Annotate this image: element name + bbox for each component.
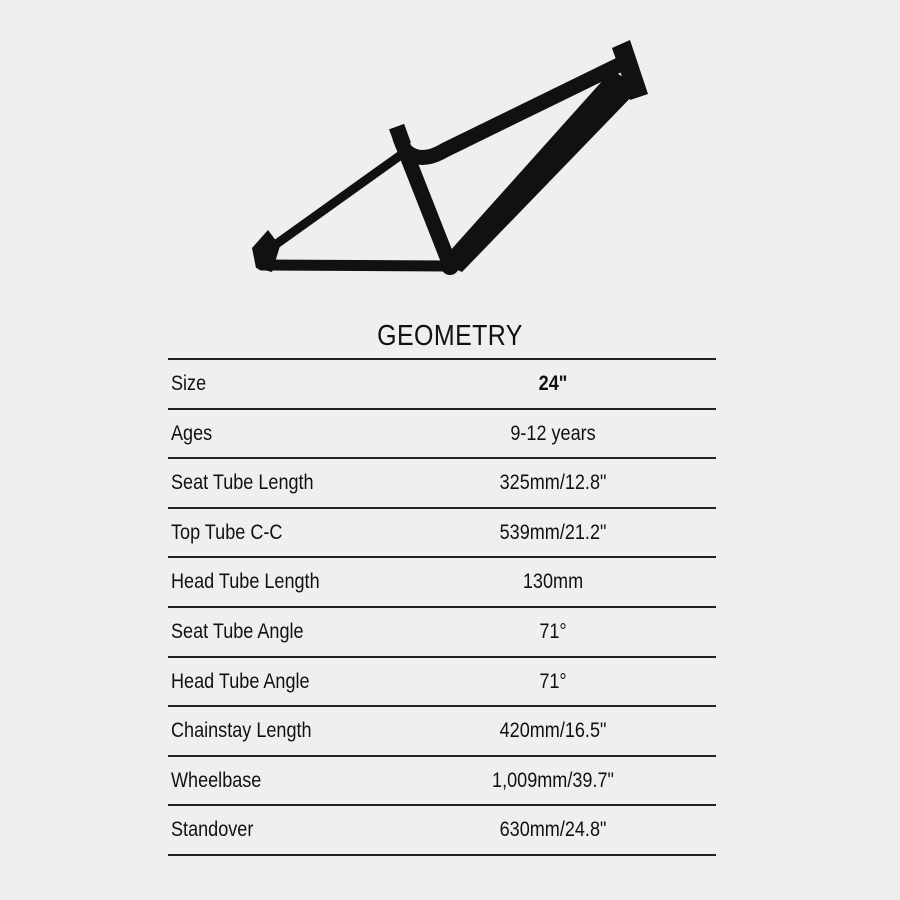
row-label: Chainstay Length: [171, 719, 312, 743]
geometry-table: [168, 358, 716, 856]
table-row-head-tube-length: [168, 558, 716, 608]
table-row-standover: [168, 806, 716, 856]
table-row-ages: [168, 410, 716, 460]
table-row-chainstay-length: [168, 707, 716, 757]
row-label: Ages: [171, 421, 213, 445]
row-label: Wheelbase: [171, 768, 262, 792]
row-label: Size: [171, 372, 207, 395]
row-value: 71°: [539, 669, 567, 693]
row-label: Standover: [171, 818, 254, 842]
bike-frame-icon: [240, 30, 660, 290]
row-value: 130mm: [522, 570, 584, 594]
row-value: 420mm/16.5": [499, 719, 607, 743]
row-value: 1,009mm/39.7": [492, 768, 614, 792]
row-label: Head Tube Angle: [171, 669, 310, 693]
table-row-head-tube-angle: [168, 658, 716, 708]
row-value: 325mm/12.8": [499, 471, 607, 495]
row-value: 71°: [539, 619, 567, 643]
row-label: Head Tube Length: [171, 570, 320, 594]
table-row-top-tube: [168, 509, 716, 559]
row-value: 539mm/21.2": [499, 520, 607, 544]
row-label: Seat Tube Length: [171, 471, 314, 495]
row-value: 9-12 years: [510, 421, 596, 445]
row-label: Top Tube C-C: [171, 520, 283, 544]
row-value: 630mm/24.8": [499, 818, 607, 842]
row-value: 24": [538, 372, 568, 395]
table-row-wheelbase: [168, 757, 716, 807]
table-row-size: [168, 360, 716, 410]
geometry-title: GEOMETRY: [377, 320, 523, 352]
table-row-seat-tube-length: [168, 459, 716, 509]
row-label: Seat Tube Angle: [171, 619, 304, 643]
table-row-seat-tube-angle: [168, 608, 716, 658]
